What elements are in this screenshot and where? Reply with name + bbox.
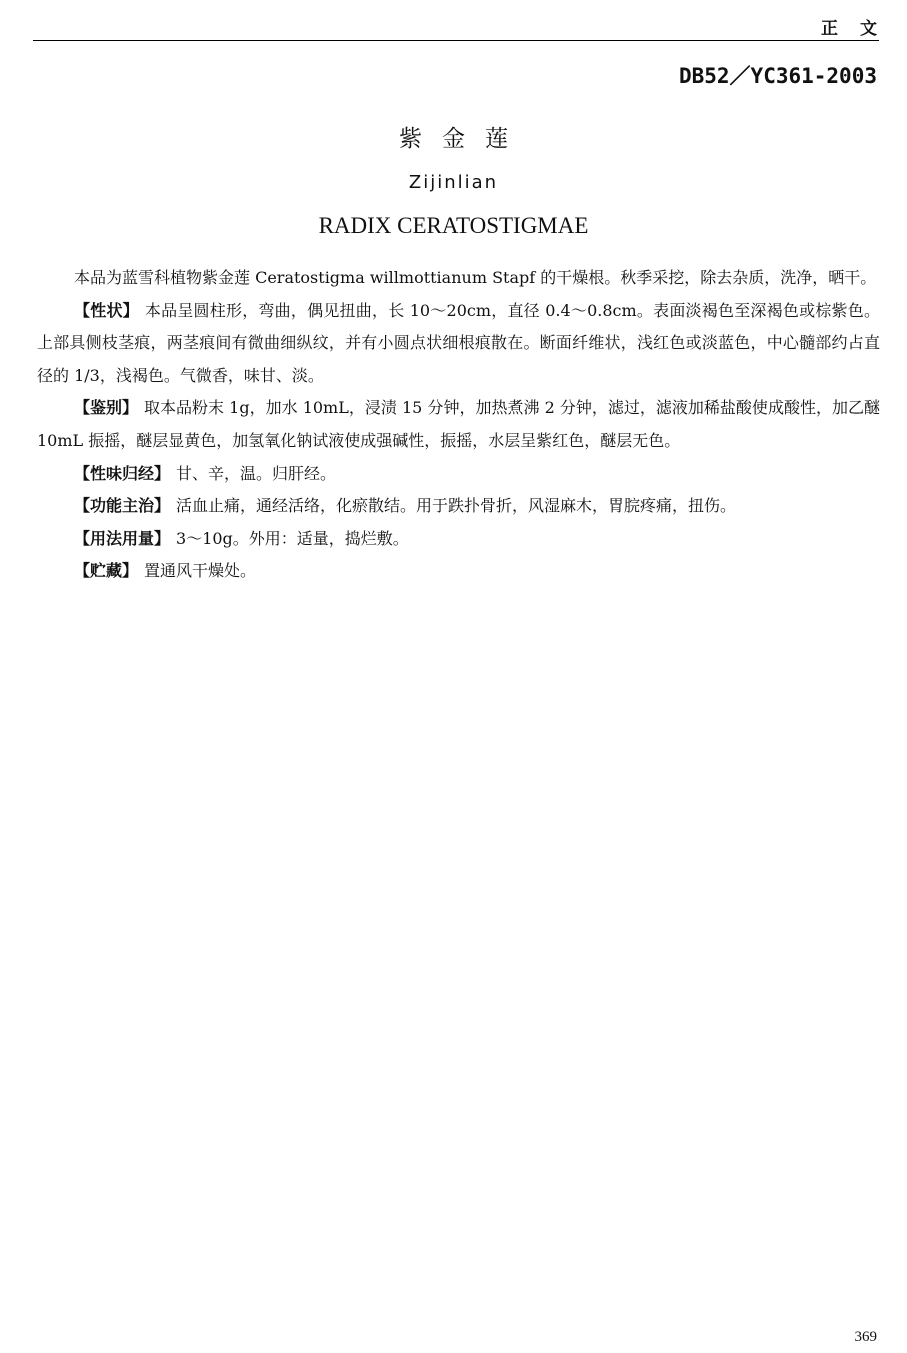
intro-paragraph: 本品为蓝雪科植物紫金莲 Ceratostigma willmottianum Stapf 的干燥根。秋季采挖，除去杂质，洗净，晒干。 [74, 268, 877, 287]
section-label-storage: 【贮藏】 [74, 561, 139, 581]
section-text-nature-meridian: 甘、辛，温。归肝经。 [176, 463, 337, 483]
section-text-description: 本品呈圆柱形，弯曲，偶见扭曲，长 10～20cm，直径 0.4～0.8cm。表面淡褐色至深褐色或棕紫色。上部具侧枝茎痕，两茎痕间有微曲细纵纹，并有小圆点状细根痕散在。断面纤维状，浅红色或淡蓝色，中心髓部约占直径的 1/3，浅褐色。气微香，味甘、淡。 [37, 300, 880, 385]
section-functions [37, 490, 880, 523]
running-header-label: 正文 [821, 19, 899, 39]
standard-number: DB52／YC361-2003 [678, 64, 877, 88]
section-label-nature-meridian: 【性味归经】 [74, 463, 171, 483]
section-label-description: 【性状】 [74, 300, 139, 320]
section-text-dosage: 3～10g。外用：适量，捣烂敷。 [176, 528, 409, 548]
section-description [37, 295, 880, 393]
section-label-functions: 【功能主治】 [74, 496, 171, 516]
section-text-storage: 置通风干燥处。 [144, 561, 257, 581]
section-label-dosage: 【用法用量】 [74, 528, 171, 548]
section-text-identification: 取本品粉末 1g，加水 10mL，浸渍 15 分钟，加热煮沸 2 分钟，滤过，滤液加稀盐酸使成酸性，加乙醚 10mL 振摇，醚层显黄色，加氢氧化钠试液使成强碱性，振摇，水层呈紫红色，醚层无色。 [37, 398, 880, 450]
header-rule [33, 40, 879, 41]
section-storage [37, 555, 880, 588]
monograph-title-pinyin: Zijinlian [408, 172, 499, 193]
section-dosage [37, 523, 880, 556]
monograph-body [37, 262, 880, 588]
monograph-title-chinese: 紫金莲 [399, 126, 528, 152]
section-nature-meridian [37, 458, 880, 491]
section-identification [37, 392, 880, 457]
page-number: 369 [854, 1329, 877, 1345]
section-label-identification: 【鉴别】 [74, 398, 139, 418]
monograph-title-latin: RADIX CERATOSTIGMAE [318, 213, 589, 238]
section-text-functions: 活血止痛，通经活络，化瘀散结。用于跌扑骨折，风湿麻木，胃脘疼痛，扭伤。 [176, 496, 737, 516]
